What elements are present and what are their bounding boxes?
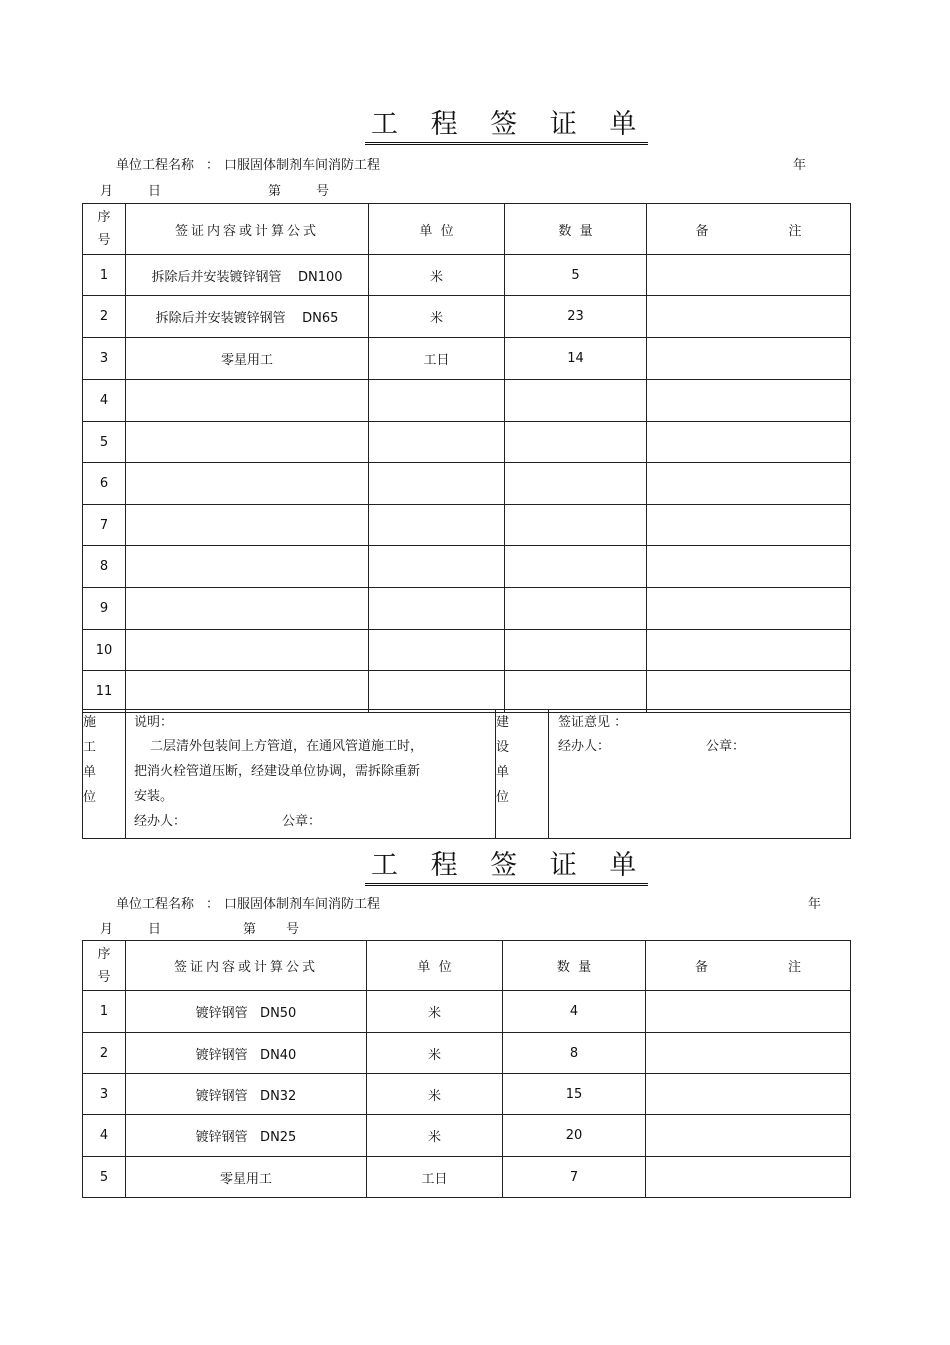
row-content: 拆除后并安装镀锌钢管 DN65 xyxy=(126,296,369,338)
form2-header-row xyxy=(83,941,851,991)
table-row xyxy=(83,588,851,630)
opinion-handler-label: 经办人： xyxy=(558,739,611,754)
header-qty: 数 量 xyxy=(503,941,646,991)
form1-month-label: 月 xyxy=(100,184,114,199)
row-content: 镀锌钢管 DN32 xyxy=(126,1074,367,1115)
form1-number-label-1: 第 xyxy=(268,184,282,199)
table-row xyxy=(83,1033,851,1074)
row-content: 零星用工 xyxy=(126,1157,367,1198)
table-row xyxy=(83,671,851,713)
form1-number-label-2: 号 xyxy=(316,184,330,199)
table-row xyxy=(83,296,851,338)
table-row xyxy=(83,255,851,296)
table-row xyxy=(83,991,851,1033)
explanation-label: 说明： xyxy=(134,715,174,730)
row-qty: 15 xyxy=(503,1074,646,1115)
header-content: 签证内容或计算公式 xyxy=(126,204,369,255)
explanation-line: 把消火栓管道压断，经建设单位协调，需拆除重新 xyxy=(134,764,421,779)
row-qty xyxy=(505,671,647,713)
form1-header-row xyxy=(83,204,851,255)
form1-signature-section xyxy=(82,709,851,839)
row-qty xyxy=(505,463,647,505)
row-unit: 米 xyxy=(369,296,505,338)
form2-number-label-1: 第 xyxy=(243,922,257,937)
form1-year-label: 年 xyxy=(793,158,807,173)
row-content: 镀锌钢管 DN40 xyxy=(126,1033,367,1074)
explanation-signature-line xyxy=(134,809,495,834)
header-note-label-1: 备 xyxy=(694,960,708,975)
table-row xyxy=(83,1157,851,1198)
row-note xyxy=(647,630,851,671)
row-note xyxy=(646,1115,851,1157)
row-unit xyxy=(369,380,505,422)
row-qty: 8 xyxy=(503,1033,646,1074)
row-unit: 米 xyxy=(367,1033,503,1074)
form2-table xyxy=(82,940,851,1198)
client-unit-label xyxy=(496,710,549,839)
row-qty: 23 xyxy=(505,296,647,338)
row-seq: 10 xyxy=(83,630,126,671)
form2-project-label: 单位工程名称 xyxy=(116,897,195,912)
row-unit xyxy=(369,546,505,588)
header-content: 签证内容或计算公式 xyxy=(126,941,367,991)
header-unit: 单 位 xyxy=(369,204,505,255)
form2-project-name: 口服固体制剂车间消防工程 xyxy=(224,897,381,912)
form2-month-label: 月 xyxy=(100,922,114,937)
construction-unit-char: 施 xyxy=(83,715,97,730)
row-content xyxy=(126,588,369,630)
row-note xyxy=(647,505,851,546)
row-unit: 工日 xyxy=(367,1157,503,1198)
table-row xyxy=(83,1115,851,1157)
form1-project-label: 单位工程名称 xyxy=(116,158,195,173)
row-note xyxy=(647,255,851,296)
header-note-label-2: 注 xyxy=(788,960,802,975)
row-note xyxy=(647,546,851,588)
row-note xyxy=(646,991,851,1033)
row-content xyxy=(126,505,369,546)
row-note xyxy=(646,1033,851,1074)
table-row xyxy=(83,338,851,380)
form2-year-label: 年 xyxy=(808,897,822,912)
row-unit xyxy=(369,505,505,546)
header-note xyxy=(646,941,851,991)
row-qty xyxy=(505,630,647,671)
client-unit-char: 单 xyxy=(496,765,510,780)
row-note xyxy=(646,1074,851,1115)
table-row xyxy=(83,546,851,588)
row-content xyxy=(126,630,369,671)
row-content: 镀锌钢管 DN50 xyxy=(126,991,367,1033)
explanation-line: 安装。 xyxy=(134,789,174,804)
opinion-cell xyxy=(549,710,851,839)
row-unit: 米 xyxy=(367,1074,503,1115)
row-qty xyxy=(505,422,647,463)
row-qty: 5 xyxy=(505,255,647,296)
construction-unit-char: 工 xyxy=(83,740,97,755)
client-unit-char: 建 xyxy=(496,715,510,730)
table-row xyxy=(83,463,851,505)
seal-label: 公章： xyxy=(282,814,322,829)
form2-number-label-2: 号 xyxy=(286,922,300,937)
construction-unit-label xyxy=(83,710,126,839)
form1-table xyxy=(82,203,851,713)
header-seq xyxy=(83,941,126,991)
row-seq: 5 xyxy=(83,1157,126,1198)
row-seq: 6 xyxy=(83,463,126,505)
row-content xyxy=(126,671,369,713)
row-qty xyxy=(505,505,647,546)
form1-day-label: 日 xyxy=(148,184,162,199)
form1-project-name: 口服固体制剂车间消防工程 xyxy=(224,158,381,173)
row-seq: 11 xyxy=(83,671,126,713)
table-row xyxy=(83,422,851,463)
row-content xyxy=(126,463,369,505)
row-seq: 3 xyxy=(83,1074,126,1115)
form2-title: 工 程 签 证 单 xyxy=(365,851,648,886)
header-seq xyxy=(83,204,126,255)
row-seq: 2 xyxy=(83,1033,126,1074)
row-unit xyxy=(369,463,505,505)
row-seq: 2 xyxy=(83,296,126,338)
header-unit: 单 位 xyxy=(367,941,503,991)
client-unit-char: 位 xyxy=(496,790,510,805)
header-note-label-1: 备 xyxy=(695,223,709,239)
row-unit: 工日 xyxy=(369,338,505,380)
row-content: 拆除后并安装镀锌钢管 DN100 xyxy=(126,255,369,296)
row-note xyxy=(646,1157,851,1198)
form2-day-label: 日 xyxy=(148,922,162,937)
row-content: 零星用工 xyxy=(126,338,369,380)
row-note xyxy=(647,380,851,422)
row-note xyxy=(647,422,851,463)
row-qty xyxy=(505,588,647,630)
row-seq: 1 xyxy=(83,255,126,296)
row-note xyxy=(647,338,851,380)
row-content xyxy=(126,380,369,422)
row-unit xyxy=(369,422,505,463)
row-qty: 4 xyxy=(503,991,646,1033)
row-qty xyxy=(505,546,647,588)
table-row xyxy=(83,1074,851,1115)
row-unit xyxy=(369,630,505,671)
form1-title: 工 程 签 证 单 xyxy=(365,110,648,145)
form2-project-colon: ： xyxy=(206,897,220,912)
row-unit: 米 xyxy=(367,991,503,1033)
row-note xyxy=(647,463,851,505)
client-unit-char: 设 xyxy=(496,740,510,755)
handler-label: 经办人： xyxy=(134,814,187,829)
row-qty: 7 xyxy=(503,1157,646,1198)
table-row xyxy=(83,380,851,422)
row-note xyxy=(647,296,851,338)
row-note xyxy=(647,671,851,713)
row-seq: 1 xyxy=(83,991,126,1033)
row-seq: 8 xyxy=(83,546,126,588)
opinion-seal-label: 公章： xyxy=(706,739,746,754)
explanation-cell xyxy=(126,710,496,839)
row-unit xyxy=(369,671,505,713)
explanation-line: 二层清外包装间上方管道，在通风管道施工时， xyxy=(150,739,424,754)
table-row xyxy=(83,630,851,671)
header-note-label-2: 注 xyxy=(788,223,802,239)
row-unit xyxy=(369,588,505,630)
row-unit: 米 xyxy=(367,1115,503,1157)
row-seq: 4 xyxy=(83,1115,126,1157)
row-unit: 米 xyxy=(369,255,505,296)
header-qty: 数 量 xyxy=(505,204,647,255)
header-seq-label: 序号 xyxy=(97,946,111,985)
row-content: 镀锌钢管 DN25 xyxy=(126,1115,367,1157)
row-qty: 14 xyxy=(505,338,647,380)
construction-unit-char: 单 xyxy=(83,765,97,780)
row-seq: 3 xyxy=(83,338,126,380)
header-note xyxy=(647,204,851,255)
row-qty xyxy=(505,380,647,422)
form1-project-colon: ： xyxy=(206,158,220,173)
row-content xyxy=(126,422,369,463)
table-row xyxy=(83,505,851,546)
row-content xyxy=(126,546,369,588)
row-seq: 9 xyxy=(83,588,126,630)
row-seq: 7 xyxy=(83,505,126,546)
header-seq-label: 序号 xyxy=(97,210,111,248)
row-note xyxy=(647,588,851,630)
row-seq: 4 xyxy=(83,380,126,422)
opinion-signature-line xyxy=(558,734,850,759)
opinion-label: 签证意见 ： xyxy=(558,715,628,730)
row-seq: 5 xyxy=(83,422,126,463)
row-qty: 20 xyxy=(503,1115,646,1157)
construction-unit-char: 位 xyxy=(83,790,97,805)
